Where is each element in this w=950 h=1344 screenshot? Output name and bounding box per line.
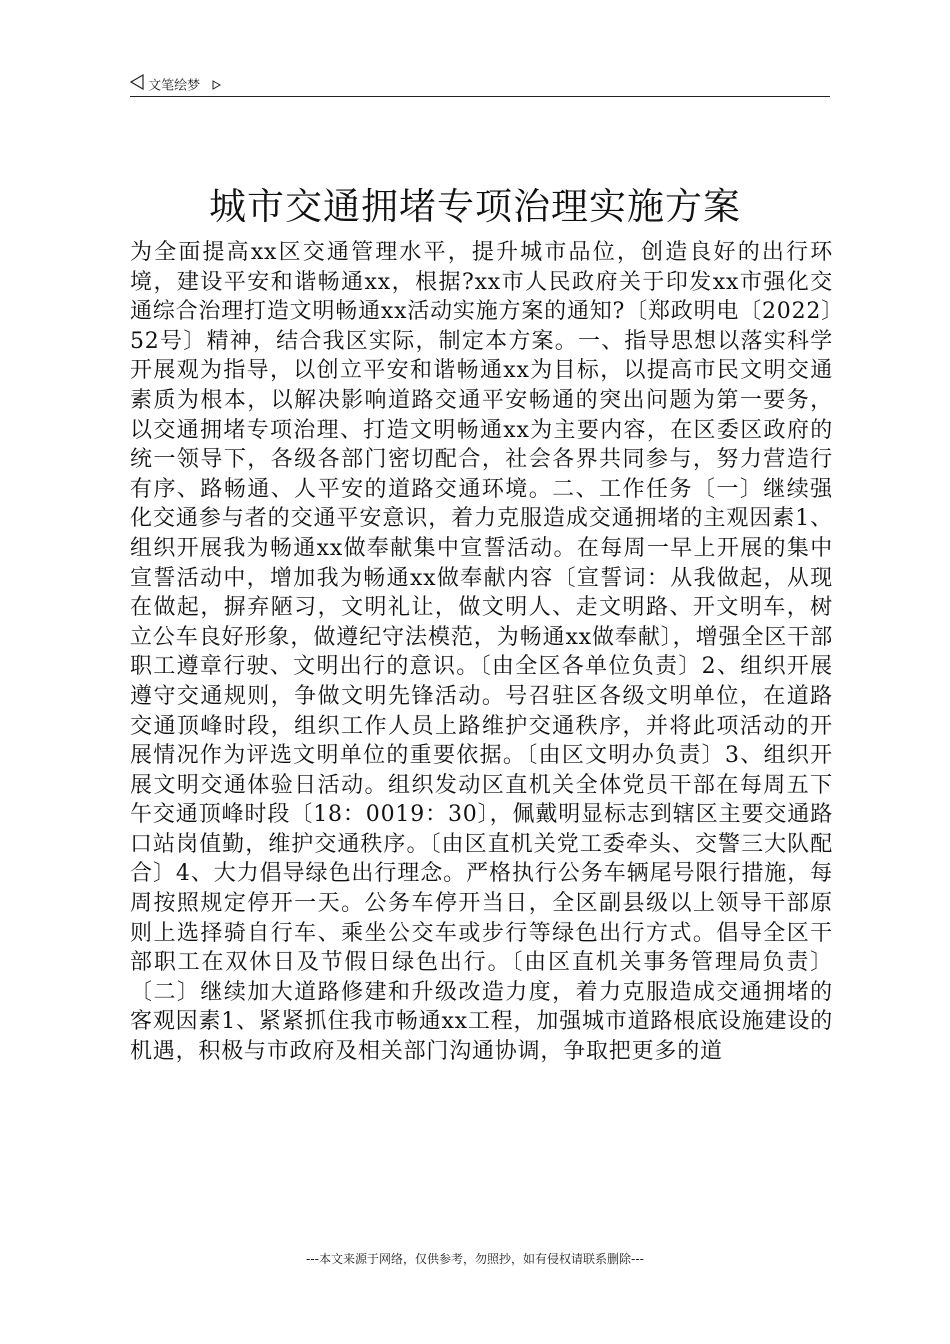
footer-disclaimer: ---本文来源于网络，仅供参考，勿照抄，如有侵权请联系删除--- (306, 1252, 644, 1266)
document-body: 为全面提高xx区交通管理水平，提升城市品位，创造良好的出行环境，建设平安和谐畅通xx，根据?xx市人民政府关于印发xx市强化交通综合治理打造文明畅通xx活动实施方案的通知?〔郑政明电〔2022〕52号〕精神，结合我区实际，制定本方案。一、指导思想以落实科学开展观为指导，以创立平安和谐畅通xx为目标，以提高市民文明交通素质为根本，以解决影响道路交通平安畅通的突出问题为第一要务，以交通拥堵专项治理、打造文明畅通xx为主要内容，在区委区政府的统一领导下，各级各部门密切配合，社会各界共同参与，努力营造行有序、路畅通、人平安的道路交通环境。二、工作任务〔一〕继续强化交通参与者的交通平安意识，着力克服造成交通拥堵的主观因素1、组织开展我为畅通xx做奉献集中宣誓活动。在每周一早上开展的集中宣誓活动中，增加我为畅通xx做奉献内容〔宣誓词：从我做起，从现在做起，摒弃陋习，文明礼让，做文明人、走文明路、开文明车，树立公车良好形象，做遵纪守法模范，为畅通xx做奉献〕，增强全区干部职工遵章行驶、文明出行的意识。〔由全区各单位负责〕2、组织开展遵守交通规则，争做文明先锋活动。号召驻区各级文明单位，在道路交通顶峰时段，组织工作人员上路维护交通秩序，并将此项活动的开展情况作为评选文明单位的重要依据。〔由区文明办负责〕3、组织开展文明交通体验日活动。组织发动区直机关全体党员干部在每周五下午交通顶峰时段〔18：0019：30〕，佩戴明显标志到辖区主要交通路口站岗值勤，维护交通秩序。〔由区直机关党工委牵头、交警三大队配合〕4、大力倡导绿色出行理念。严格执行公务车辆尾号限行措施，每周按照规定停开一天。公务车停开当日，全区副县级以上领导干部原则上选择骑自行车、乘坐公交车或步行等绿色出行方式。倡导全区干部职工在双休日及节假日绿色出行。〔由区直机关事务管理局负责〕〔二〕继续加大道路修建和升级改造力度，着力克服造成交通拥堵的客观因素1、紧紧抓住我市畅通xx工程，加强城市道路根底设施建设的机遇，积极与市政府及相关部门沟通协调，争取把更多的道 (130, 240, 833, 1065)
triangle-right-icon (212, 76, 221, 98)
document-title: 城市交通拥堵专项治理实施方案 (209, 185, 741, 228)
header-brand: 文笔绘梦 (148, 78, 201, 94)
page-header (130, 74, 830, 97)
triangle-left-icon (130, 74, 144, 98)
